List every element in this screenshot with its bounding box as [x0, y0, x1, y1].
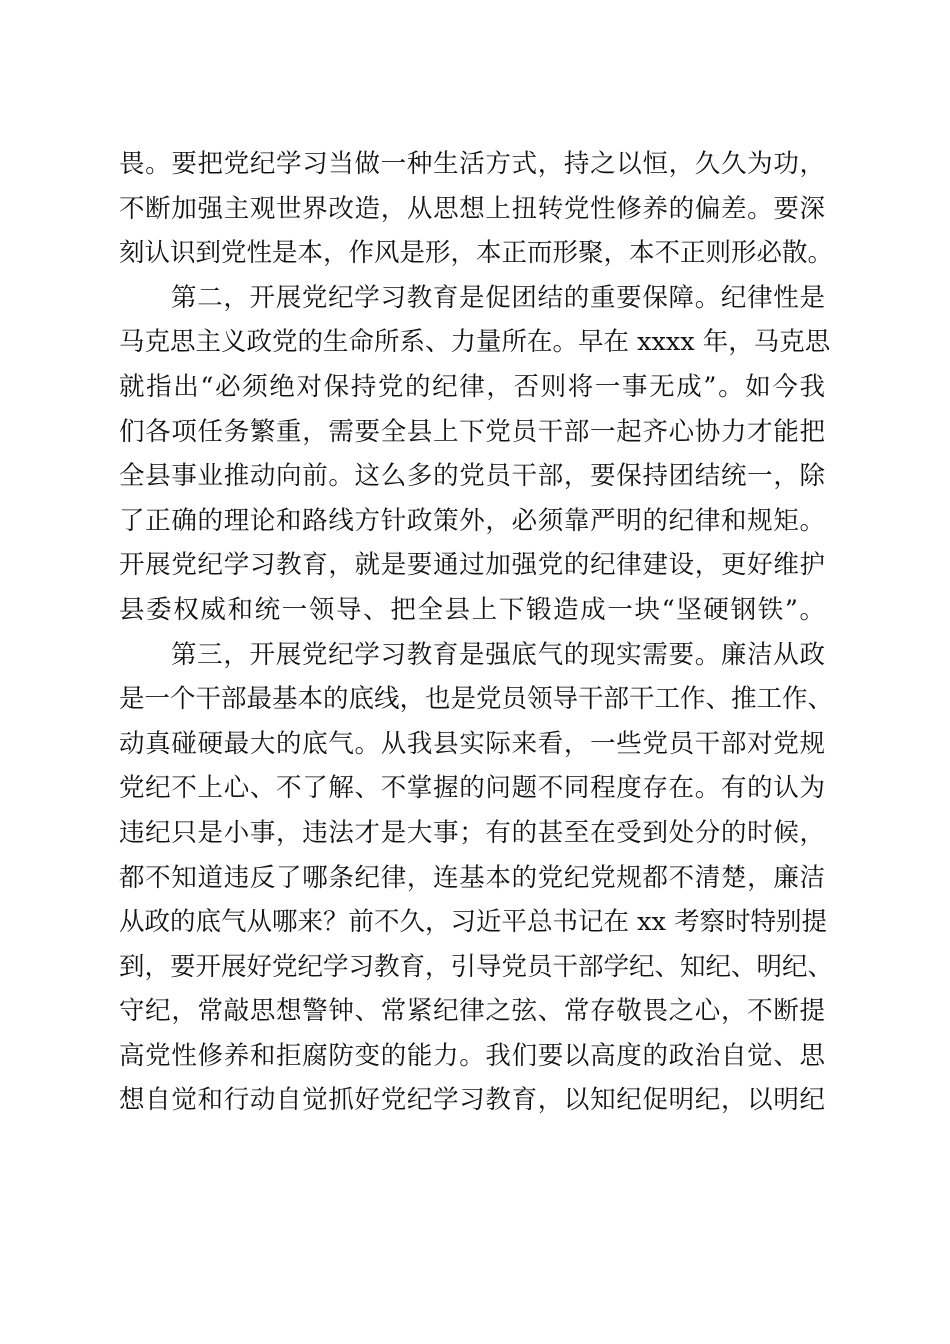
text-line: 开展党纪学习教育，就是要通过加强党的纪律建设，更好维护 — [119, 550, 825, 581]
text-line: 违纪只是小事，违法才是大事；有的甚至在受到处分的时候， — [119, 817, 825, 848]
text-line: 畏。要把党纪学习当做一种生活方式，持之以恒，久久为功， — [119, 149, 825, 179]
text-line: 都不知道违反了哪条纪律，连基本的党纪党规都不清楚，廉洁 — [119, 862, 825, 893]
text-line: 从政的底气从哪来？前不久，习近平总书记在 xx 考察时特别提 — [119, 907, 827, 938]
text-line: 刻认识到党性是本，作风是形，本正而形聚，本不正则形必散。 — [119, 238, 834, 269]
text-line: 县委权威和统一领导、把全县上下锻造成一块“坚硬钢铁”。 — [119, 594, 825, 625]
text-line: 守纪，常敲思想警钟、常紧纪律之弦、常存敬畏之心，不断提 — [119, 996, 825, 1027]
text-line: 就指出“必须绝对保持党的纪律，否则将一事无成”。如今我 — [119, 371, 825, 402]
text-line: 了正确的理论和路线方针政策外，必须靠严明的纪律和规矩。 — [119, 505, 825, 536]
text-line: 想自觉和行动自觉抓好党纪学习教育，以知纪促明纪，以明纪 — [119, 1085, 825, 1116]
text-line: 到，要开展好党纪学习教育，引导党员干部学纪、知纪、明纪、 — [119, 951, 834, 982]
paragraph-start-line: 第三，开展党纪学习教育是强底气的现实需要。廉洁从政 — [171, 639, 825, 670]
body-text — [119, 142, 834, 1123]
text-line: 是一个干部最基本的底线，也是党员领导干部干工作、推工作、 — [119, 684, 834, 715]
text-line: 全县事业推动向前。这么多的党员干部，要保持团结统一，除 — [119, 461, 825, 492]
paragraph-start-line: 第二，开展党纪学习教育是促团结的重要保障。纪律性是 — [171, 282, 825, 313]
text-line: 动真碰硬最大的底气。从我县实际来看，一些党员干部对党规 — [119, 728, 825, 759]
text-line: 党纪不上心、不了解、不掌握的问题不同程度存在。有的认为 — [119, 773, 825, 804]
text-line: 们各项任务繁重，需要全县上下党员干部一起齐心协力才能把 — [119, 416, 825, 447]
text-line: 高党性修养和拒腐防变的能力。我们要以高度的政治自觉、思 — [119, 1040, 825, 1071]
text-line: 不断加强主观世界改造，从思想上扭转党性修养的偏差。要深 — [119, 193, 825, 224]
text-line: 马克思主义政党的生命所系、力量所在。早在 xxxx 年，马克思 — [119, 327, 831, 358]
